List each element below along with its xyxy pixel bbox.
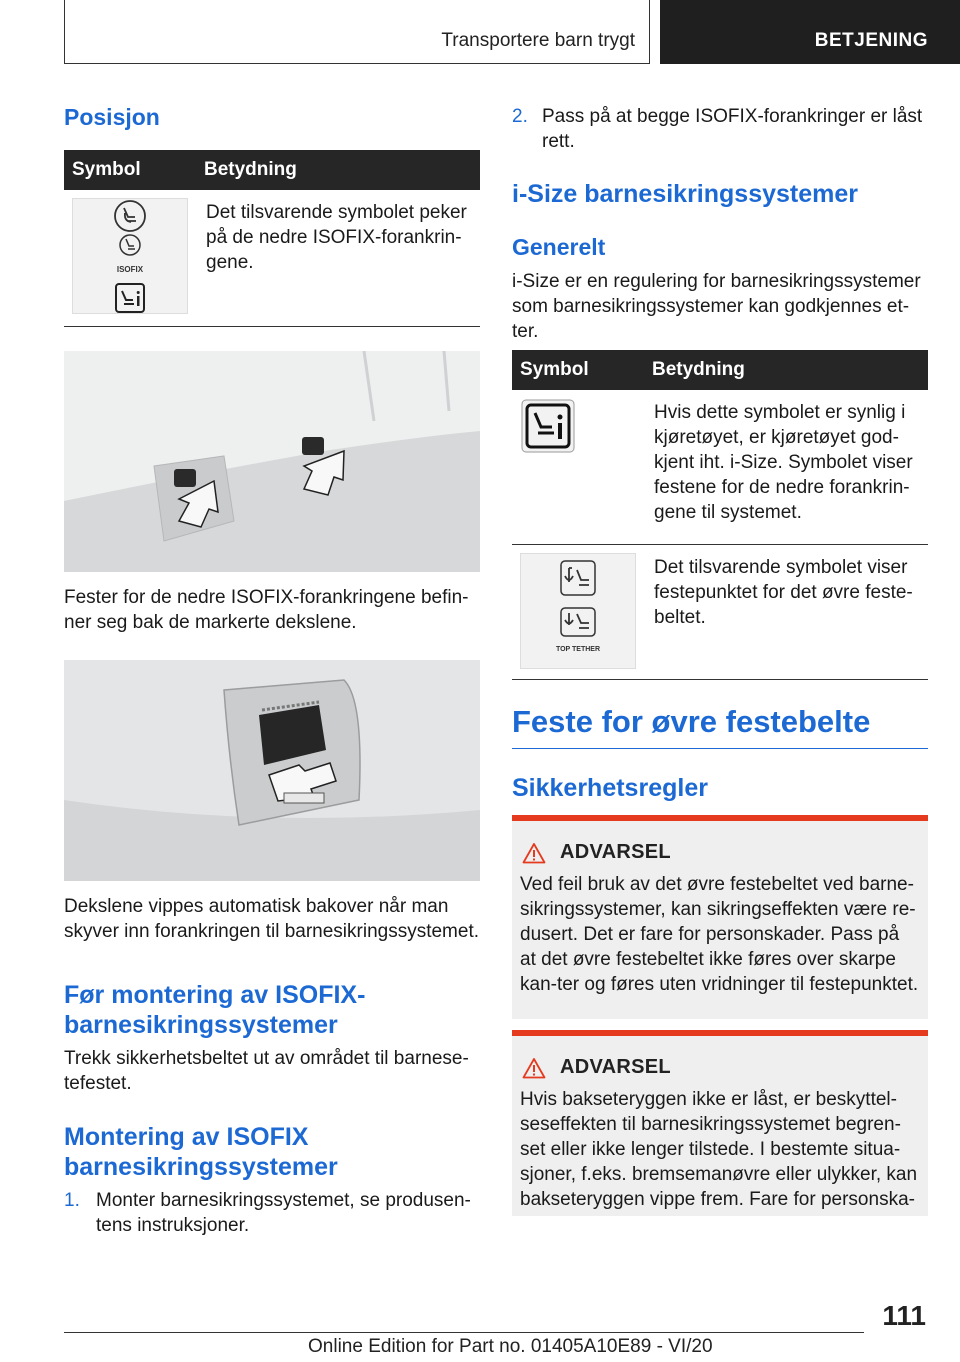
step-1-number: 1. xyxy=(64,1190,80,1211)
caption-2: Dekslene vippes automatisk bakover når man skyver inn forankringen til barnesikringssystemet. xyxy=(64,896,480,942)
heading-feste: Feste for øvre festebelte xyxy=(512,704,928,749)
isize-seat-icon xyxy=(115,283,145,313)
anchor-cover-photo xyxy=(64,660,480,881)
table-header-symbol: Symbol xyxy=(64,150,196,190)
isize-symbol xyxy=(520,398,576,454)
warning-1-text: Ved feil bruk av det øvre festebeltet ved barne-sikringssystemer, kan sikringseffekten være re-dusert. Det er fare for personskader. Pass på at det øvre festebeltet ikke føres over skarpe kan-ter og føres uten vridninger til festepunktet. xyxy=(520,874,919,995)
warning-box-2 xyxy=(512,1030,928,1216)
table2-row2-text: Det tilsvarende symbolet viser festepunktet for det øvre feste-beltet. xyxy=(654,557,913,628)
warning-triangle-icon xyxy=(522,842,546,864)
isize-icon xyxy=(521,399,575,453)
edition-text: Online Edition for Part no. 01405A10E89 - VI/20 xyxy=(308,1336,713,1357)
tether-anchor-icon xyxy=(560,560,596,596)
table2-header-symbol: Symbol xyxy=(512,350,644,390)
page-number: 111 xyxy=(882,1300,926,1331)
heading-montering: Montering av ISOFIX barnesikringssystemer xyxy=(64,1123,338,1181)
isofix-anchor-icon xyxy=(113,199,147,233)
header-chapter-box xyxy=(64,0,650,64)
warning-2-title: ADVARSEL xyxy=(560,1056,671,1078)
isofix-symbols xyxy=(72,198,188,314)
table1-row1-text: Det tilsvarende symbolet peker på de nedre ISOFIX-forankrin-gene. xyxy=(206,202,467,273)
top-tether-symbols xyxy=(520,553,636,669)
caption-1: Fester for de nedre ISOFIX-forankringene befin-ner seg bak de markerte dekslene. xyxy=(64,587,469,633)
anchor-illustration xyxy=(64,660,480,881)
tether-seat-icon xyxy=(560,607,596,637)
top-tether-label: TOP TETHER xyxy=(555,646,601,654)
warning-1-title: ADVARSEL xyxy=(560,841,671,863)
rear-seat-photo xyxy=(64,351,480,572)
step-2-text: Pass på at begge ISOFIX-forankringer er låst rett. xyxy=(542,106,923,152)
heading-for-montering: Før montering av ISOFIX-barnesikringssystemer xyxy=(64,981,366,1039)
warning-triangle-icon xyxy=(522,1057,546,1079)
para-generelt: i-Size er en regulering for barnesikringssystemer som barnesikringssystemer kan godkjennes et-ter. xyxy=(512,271,921,342)
step-2-number: 2. xyxy=(512,106,528,127)
para-for-montering: Trekk sikkerhetsbeltet ut av området til barnese-tefestet. xyxy=(64,1048,469,1094)
heading-generelt: Generelt xyxy=(512,234,606,260)
table-header-meaning: Betydning xyxy=(196,150,480,190)
chapter-title: Transportere barn trygt xyxy=(441,30,635,51)
footer-divider xyxy=(64,1332,864,1333)
isofix-seat-icon xyxy=(118,233,142,257)
table2-row1-text: Hvis dette symbolet er synlig i kjøretøyet, er kjøretøyet god-kjent iht. i-Size. Symbolet viser festene for de nedre forankrin-gene til systemet. xyxy=(654,402,913,523)
isofix-label: ISOFIX xyxy=(116,265,144,275)
posisjon-heading: Posisjon xyxy=(64,104,160,130)
table2-header-meaning: Betydning xyxy=(644,350,928,390)
warning-2-text: Hvis bakseteryggen ikke er låst, er beskyttel-seseffekten til barnesikringssystemet begren-set eller ikke lenger tilstede. I bestemte situa-sjoner, f.eks. bremsemanøvre eller ulykker, kan bakseteryggen vippe frem. Fare for personska- xyxy=(520,1089,918,1210)
header-section-box xyxy=(660,0,960,64)
isofix-symbol-table xyxy=(64,150,480,327)
section-title: BETJENING xyxy=(814,30,928,51)
seat-illustration xyxy=(64,351,480,572)
heading-sikkerhet: Sikkerhetsregler xyxy=(512,774,708,802)
isize-symbol-table xyxy=(512,350,928,680)
page-header xyxy=(0,0,960,66)
step-1-text: Monter barnesikringssystemet, se produsen-tens instruksjoner. xyxy=(96,1190,471,1236)
heading-isize: i-Size barnesikringssystemer xyxy=(512,180,858,208)
warning-box-1 xyxy=(512,815,928,1019)
